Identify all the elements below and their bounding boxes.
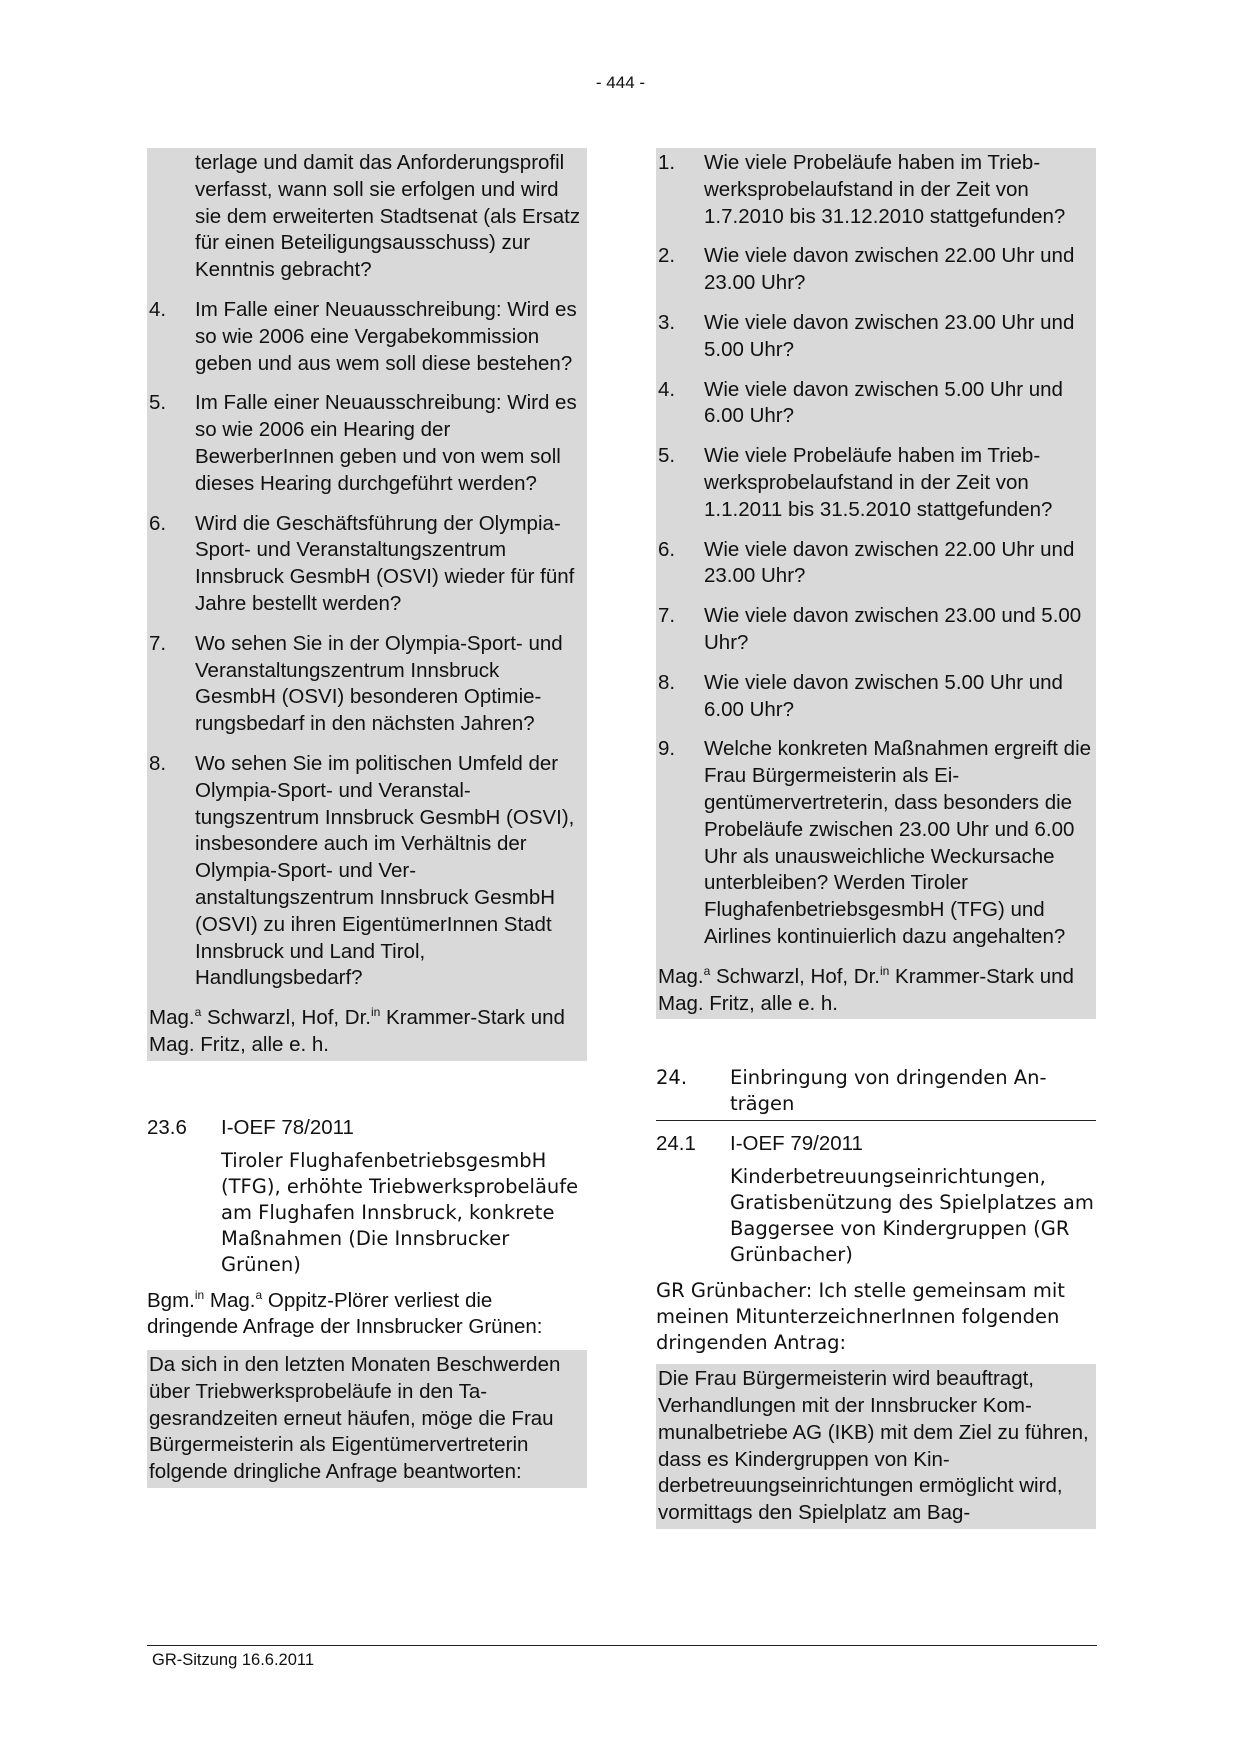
section-code: I-OEF 79/2011 xyxy=(730,1132,863,1156)
inquiry-questions-block xyxy=(656,148,1096,1019)
list-item xyxy=(658,603,1092,657)
signature-line: Mag.$^a$ Schwarzl, Hof, Dr.$^{in}$ Krammer-Stark und Mag. Fritz, alle e. h. xyxy=(149,1005,565,1056)
list-item xyxy=(149,511,583,618)
section-number: 23.6 xyxy=(147,1115,187,1139)
question-text: Welche konkreten Maßnahmen ergreift die Frau Bürgermeisterin als Eigentümervertreterin, dass besonders die Probeläufe zwischen 23.00 Uhr und 6.00 Uhr als unausweichliche Weckursache unterbleiben? Werden Tiroler FlughafenbetriebsgesmbH (TFG) und Airlines kontinuierlich dazu angehalten? xyxy=(704,737,1092,948)
question-number: 8. xyxy=(658,670,676,694)
question-number: 4. xyxy=(658,377,676,401)
question-number: 3. xyxy=(658,310,676,334)
question-number: 6. xyxy=(658,537,676,561)
question-text: Wo sehen Sie im politischen Umfeld der Olympia-Sport- und Veranstaltungszentrum Innsbruck GesmbH (OSVI), insbesondere auch im Verhältnis der Olympia-Sport- und Veranstaltungszentrum Innsbruck GesmbH (OSVI) zu ihren EigentümerInnen Stadt Innsbruck und Land Tirol, Handlungsbedarf? xyxy=(195,751,575,990)
footer-rule xyxy=(147,1645,1097,1646)
question-text: Wie viele Probeläufe haben im Triebwerksprobelaufstand in der Zeit von 1.7.2010 bis 31.12.2010 stattgefunden? xyxy=(704,151,1066,228)
question-number: 5. xyxy=(658,444,676,468)
list-item xyxy=(149,631,583,738)
right-column xyxy=(656,148,1096,1529)
list-item xyxy=(149,751,583,992)
section-number: 24. xyxy=(656,1066,688,1090)
question-number: 4. xyxy=(149,297,167,321)
section-number: 24.1 xyxy=(656,1132,696,1156)
list-item xyxy=(658,537,1092,591)
inquiry-continuation-block xyxy=(147,148,587,1061)
question-number: 2. xyxy=(658,244,676,268)
question-text: Wird die Geschäftsführung der Olympia-Sport- und Veranstaltungszentrum Innsbruck GesmbH (OSVI) wieder für fünf Jahre bestellt werden? xyxy=(195,511,575,615)
question-text: Im Falle einer Neuausschreibung: Wird es so wie 2006 eine Vergabekommission geben und aus wem soll diese bestehen? xyxy=(195,297,577,375)
list-item xyxy=(149,390,583,497)
list-item xyxy=(658,150,1092,230)
list-item xyxy=(658,310,1092,364)
question-number: 7. xyxy=(658,604,676,628)
left-column xyxy=(147,148,587,1488)
section-heading-text: Einbringung von dringenden Anträgen xyxy=(730,1066,1047,1116)
section-heading-24 xyxy=(656,1065,1096,1117)
list-item xyxy=(149,297,583,377)
list-item xyxy=(658,443,1092,523)
question-text: Wie viele davon zwischen 23.00 und 5.00 Uhr? xyxy=(704,604,1082,654)
section-code: I-OEF 78/2011 xyxy=(221,1115,354,1139)
reading-statement: Bgm.$^{in}$ Mag.$^a$ Oppitz-Plörer verliest die dringende Anfrage der Innsbrucker Grünen: xyxy=(147,1287,543,1339)
question-text: Wie viele Probeläufe haben im Triebwerksprobelaufstand in der Zeit von 1.1.2011 bis 31.5.2010 stattgefunden? xyxy=(704,444,1053,521)
question-number: 5. xyxy=(149,391,167,415)
question-text: Wie viele davon zwischen 5.00 Uhr und 6.00 Uhr? xyxy=(704,377,1063,428)
question-number: 6. xyxy=(149,511,167,535)
question-text: Wie viele davon zwischen 22.00 Uhr und 23.00 Uhr? xyxy=(704,537,1075,588)
list-item xyxy=(658,377,1092,431)
section-header-23-6 xyxy=(147,1115,587,1142)
list-item xyxy=(658,243,1092,297)
footer-session-date: GR-Sitzung 16.6.2011 xyxy=(152,1651,315,1669)
motion-text: Die Frau Bürgermeisterin wird beauftragt, Verhandlungen mit der Innsbrucker Kommunalbetriebe AG (IKB) mit dem Ziel zu führen, dass es Kindergruppen von Kinderbetreuungseinrichtungen ermöglicht wird, vormittags den Spielplatz am Bag- xyxy=(656,1364,1096,1529)
continuation-text: terlage und damit das Anforderungsprofil verfasst, wann soll sie erfolgen und wird sie dem erweiterten Stadtsenat (als Ersatz für einen Beteiligungsausschuss) zur Kenntnis gebracht? xyxy=(195,151,581,282)
motion-statement: GR Grünbacher: Ich stelle gemeinsam mit meinen MitunterzeichnerInnen folgenden dringenden Antrag: xyxy=(656,1279,1065,1355)
section-title: Kinderbetreuungseinrichtungen, Gratisbenützung des Spielplatzes am Baggersee von Kindergruppen (GR Grünbacher) xyxy=(730,1165,1094,1267)
question-text: Wo sehen Sie in der Olympia-Sport- und Veranstaltungszentrum Innsbruck GesmbH (OSVI) besonderen Optimierungsbedarf in den nächsten Jahren? xyxy=(195,631,563,736)
question-text: Wie viele davon zwischen 5.00 Uhr und 6.00 Uhr? xyxy=(704,670,1063,721)
question-text: Im Falle einer Neuausschreibung: Wird es so wie 2006 ein Hearing der BewerberInnen geben und von wem soll dieses Hearing durchgeführt werden? xyxy=(195,391,577,495)
question-number: 7. xyxy=(149,631,167,655)
inquiry-quote: Da sich in den letzten Monaten Beschwerden über Triebwerksprobeläufe in den Tagesrandzeiten erneut häufen, möge die Frau Bürgermeisterin als Eigentümervertreterin folgende dringliche Anfrage beantworten: xyxy=(147,1350,587,1488)
question-number: 8. xyxy=(149,751,167,775)
question-text: Wie viele davon zwischen 23.00 Uhr und 5.00 Uhr? xyxy=(704,310,1075,361)
list-item xyxy=(149,150,583,284)
signature-line: Mag.$^a$ Schwarzl, Hof, Dr.$^{in}$ Krammer-Stark und Mag. Fritz, alle e. h. xyxy=(658,963,1074,1015)
list-item xyxy=(658,670,1092,724)
section-title: Tiroler FlughafenbetriebsgesmbH (TFG), erhöhte Triebwerksprobeläufe am Flughafen Innsbruck, konkrete Maßnahmen (Die Innsbrucker Grünen) xyxy=(221,1148,579,1276)
section-header-24-1 xyxy=(656,1131,1096,1158)
question-number: 1. xyxy=(658,151,676,174)
page-number: - 444 - xyxy=(595,73,646,92)
list-item xyxy=(658,736,1092,950)
question-text: Wie viele davon zwischen 22.00 Uhr und 23.00 Uhr? xyxy=(704,244,1075,295)
question-number: 9. xyxy=(658,737,676,761)
